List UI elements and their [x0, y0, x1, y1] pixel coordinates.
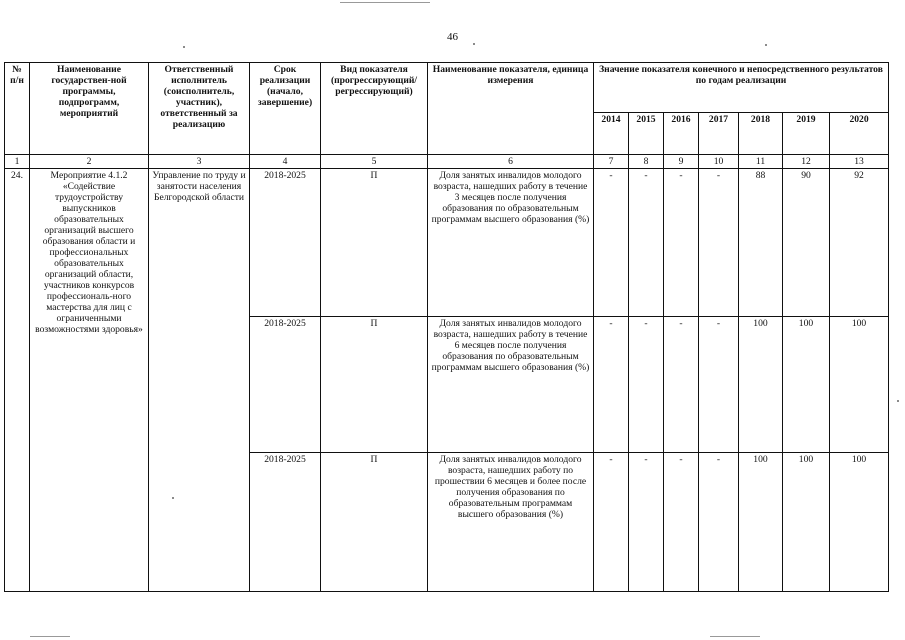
header-year: 2018 — [739, 113, 783, 155]
value-2016: - — [664, 317, 699, 453]
scan-bottom-mark — [710, 636, 760, 637]
scan-speck — [183, 46, 185, 48]
column-number: 4 — [250, 155, 321, 169]
scan-speck — [765, 44, 767, 46]
value-2017: - — [699, 169, 739, 317]
responsible-executor: Управление по труду и занятости населения Белгородской области — [149, 169, 250, 592]
column-number: 11 — [739, 155, 783, 169]
value-2020: 92 — [830, 169, 889, 317]
header-year: 2015 — [629, 113, 664, 155]
program-name: Мероприятие 4.1.2 «Содействие трудоустройству выпускников образовательных организаций высшего образования области и профессиональных образовательных организаций области, участников конкурсов профессиональ-ного мастерства для лиц с ограниченными возможностями здоровья» — [30, 169, 149, 592]
value-2019: 90 — [783, 169, 830, 317]
header-year: 2019 — [783, 113, 830, 155]
column-number: 10 — [699, 155, 739, 169]
indicator-name: Доля занятых инвалидов молодого возраста, нашедших работу в течение 6 месяцев после получения образования по образовательным программам высшего образования (%) — [428, 317, 594, 453]
value-2017: - — [699, 453, 739, 592]
term: 2018-2025 — [250, 169, 321, 317]
header-indicator-type: Вид показателя (прогрессирующий/ регрессирующий) — [321, 63, 428, 155]
header-term: Срок реализации (начало, завершение) — [250, 63, 321, 155]
indicator-type: П — [321, 169, 428, 317]
value-2016: - — [664, 453, 699, 592]
term: 2018-2025 — [250, 453, 321, 592]
indicator-name: Доля занятых инвалидов молодого возраста, нашедших работу по прошествии 6 месяцев и более после получения образования по образовательным программам высшего образования (%) — [428, 453, 594, 592]
column-number: 6 — [428, 155, 594, 169]
header-indicator-name: Наименование показателя, единица измерения — [428, 63, 594, 155]
scan-bottom-mark — [30, 636, 70, 637]
header-values-group: Значение показателя конечного и непосредственного результатов по годам реализации — [594, 63, 889, 113]
row-number: 24. — [5, 169, 30, 592]
value-2015: - — [629, 453, 664, 592]
table-row — [5, 169, 889, 317]
indicator-name: Доля занятых инвалидов молодого возраста, нашедших работу в течение 3 месяцев после получения образования по образовательным программам высшего образования (%) — [428, 169, 594, 317]
header-year: 2020 — [830, 113, 889, 155]
column-number: 12 — [783, 155, 830, 169]
column-number: 9 — [664, 155, 699, 169]
header-num: № п/н — [5, 63, 30, 155]
header-responsible: Ответственный исполнитель (соисполнитель, участник), ответственный за реализацию — [149, 63, 250, 155]
value-2014: - — [594, 169, 629, 317]
value-2020: 100 — [830, 317, 889, 453]
value-2018: 88 — [739, 169, 783, 317]
column-number: 1 — [5, 155, 30, 169]
page-number: 46 — [447, 31, 458, 43]
header-year: 2017 — [699, 113, 739, 155]
column-number: 3 — [149, 155, 250, 169]
value-2018: 100 — [739, 453, 783, 592]
value-2018: 100 — [739, 317, 783, 453]
column-number: 7 — [594, 155, 629, 169]
header-year: 2014 — [594, 113, 629, 155]
indicator-type: П — [321, 317, 428, 453]
term: 2018-2025 — [250, 317, 321, 453]
column-number: 13 — [830, 155, 889, 169]
column-number: 8 — [629, 155, 664, 169]
value-2014: - — [594, 317, 629, 453]
value-2019: 100 — [783, 317, 830, 453]
column-number: 5 — [321, 155, 428, 169]
header-year: 2016 — [664, 113, 699, 155]
value-2017: - — [699, 317, 739, 453]
column-number: 2 — [30, 155, 149, 169]
indicator-type: П — [321, 453, 428, 592]
scan-top-mark — [340, 2, 430, 3]
scan-speck — [473, 43, 475, 45]
value-2014: - — [594, 453, 629, 592]
header-program: Наименование государствен-ной программы, подпрограмм, мероприятий — [30, 63, 149, 155]
indicators-table — [4, 62, 889, 592]
value-2016: - — [664, 169, 699, 317]
scan-speck — [897, 400, 899, 402]
value-2015: - — [629, 169, 664, 317]
value-2019: 100 — [783, 453, 830, 592]
value-2015: - — [629, 317, 664, 453]
value-2020: 100 — [830, 453, 889, 592]
